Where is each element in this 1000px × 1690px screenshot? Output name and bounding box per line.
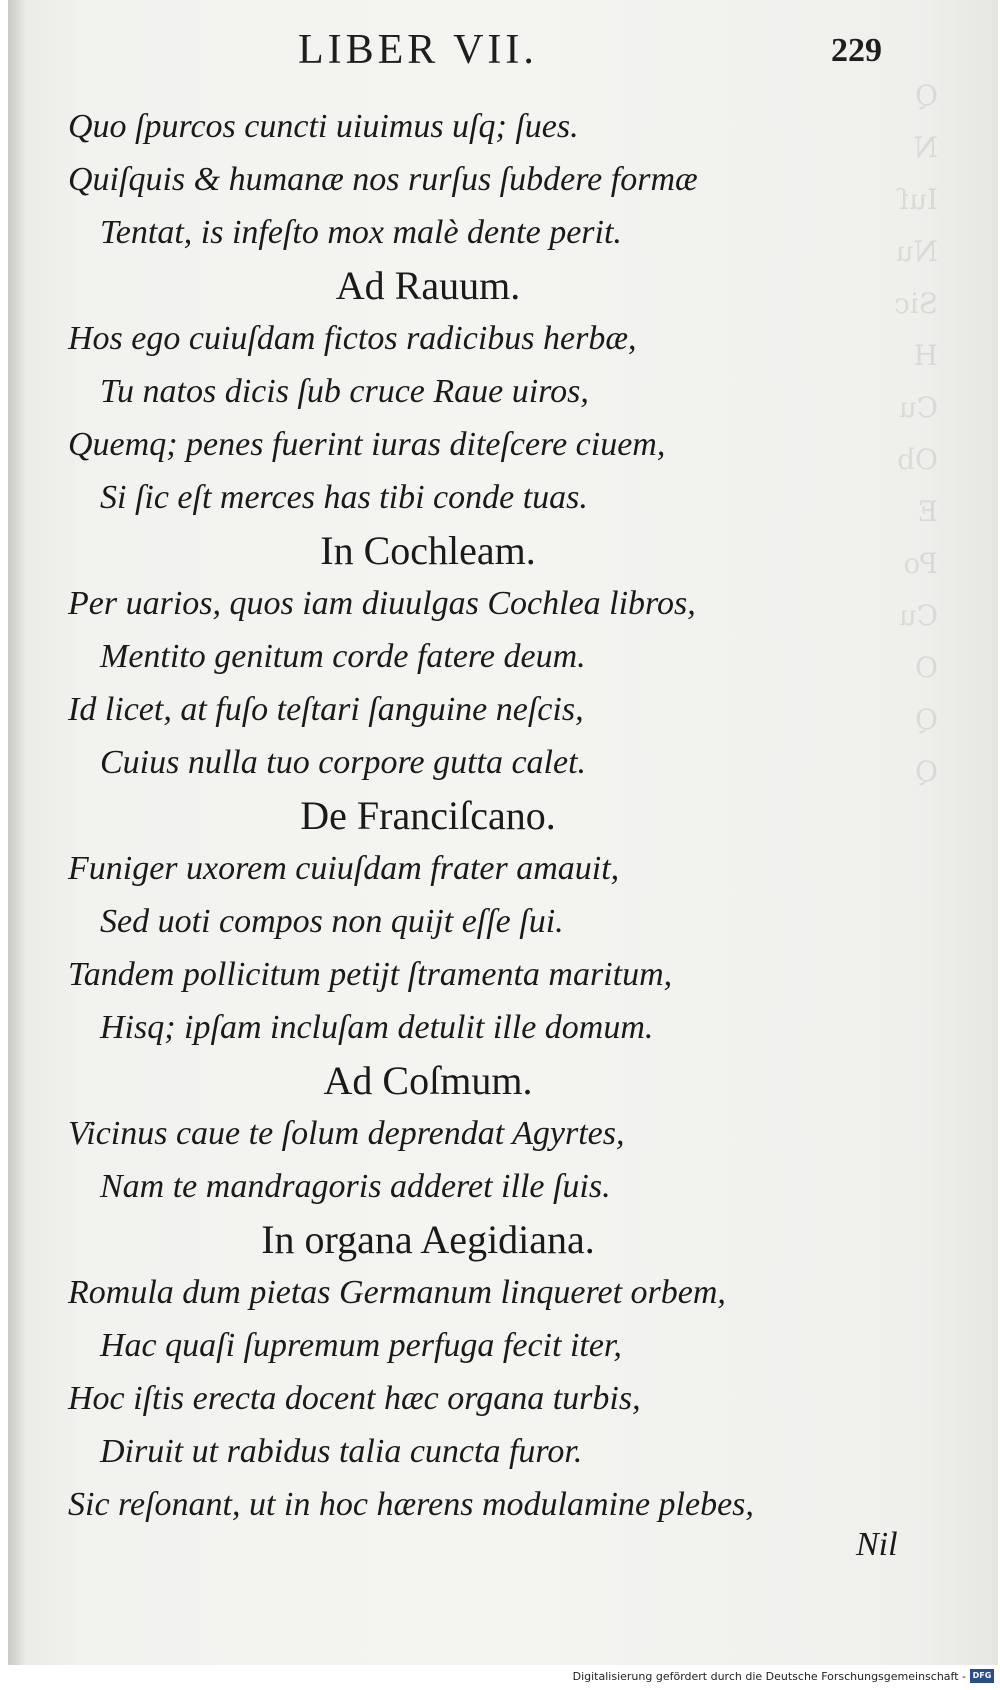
spine-shadow bbox=[8, 0, 26, 1665]
verse-line: Tentat, is infeſto mox malè dente perit. bbox=[100, 214, 622, 251]
epigram-title: De Franciſcano. bbox=[300, 793, 556, 838]
digitization-credit: Digitalisierung gefördert durch die Deutsche Forschungsgemeinschaft - bbox=[572, 1670, 966, 1683]
verse-line: Tandem pollicitum petijt ſtramenta maritum, bbox=[68, 956, 673, 993]
verse-line: Sed uoti compos non quijt eſſe ſui. bbox=[100, 903, 564, 940]
catchword: Nil bbox=[856, 1526, 898, 1563]
running-title: LIBER VII. bbox=[298, 27, 538, 73]
verse-line: Quemq; penes fuerint iuras diteſcere ciuem, bbox=[68, 426, 666, 463]
epigram-title: In Cochleam. bbox=[320, 528, 536, 573]
footer-bar bbox=[0, 1665, 1000, 1690]
verse-line: Cuius nulla tuo corpore gutta calet. bbox=[100, 744, 587, 781]
verse-line: Tu natos dicis ſub cruce Raue uiros, bbox=[100, 373, 589, 410]
verse-line: Quo ſpurcos cuncti uiuimus uſq; ſues. bbox=[68, 108, 579, 145]
verse-line: Mentito genitum corde fatere deum. bbox=[100, 638, 586, 675]
verse-line: Hac quaſi ſupremum perfuga fecit iter, bbox=[100, 1327, 622, 1364]
verse-line: Romula dum pietas Germanum linqueret orbem, bbox=[68, 1274, 726, 1311]
epigram-title: In organa Aegidiana. bbox=[261, 1217, 595, 1262]
verse-line: Si ſic eſt merces has tibi conde tuas. bbox=[100, 479, 588, 516]
dfg-logo: DFG bbox=[970, 1669, 994, 1683]
verse-line: Vicinus caue te ſolum deprendat Agyrtes, bbox=[68, 1115, 625, 1152]
verse-line: Id licet, at fuſo teſtari ſanguine neſcis, bbox=[68, 691, 584, 728]
verse-line: Diruit ut rabidus talia cuncta furor. bbox=[100, 1433, 583, 1470]
show-through-bleed: Q N Iuſ Nu Sic H Cu Ob E Po Cu O Q Q bbox=[894, 79, 938, 788]
page-number: 229 bbox=[831, 32, 882, 69]
verse-line: Sic reſonant, ut in hoc hærens modulamine plebes, bbox=[68, 1486, 754, 1523]
epigram-title: Ad Rauum. bbox=[335, 263, 521, 308]
verse-line: Quiſquis & humanæ nos rurſus ſubdere formæ bbox=[68, 161, 698, 198]
verse-line: Hisq; ipſam incluſam detulit ille domum. bbox=[100, 1009, 654, 1046]
verse-line: Nam te mandragoris adderet ille ſuis. bbox=[100, 1168, 611, 1205]
verse-line: Per uarios, quos iam diuulgas Cochlea libros, bbox=[68, 585, 696, 622]
text-block bbox=[48, 100, 928, 1531]
verse-line: Hoc iſtis erecta docent hæc organa turbis, bbox=[68, 1380, 641, 1417]
book-page bbox=[8, 0, 998, 1665]
verse-line: Funiger uxorem cuiuſdam frater amauit, bbox=[68, 850, 620, 887]
verse-line: Hos ego cuiuſdam fictos radicibus herbæ, bbox=[68, 320, 637, 357]
epigram-title: Ad Coſmum. bbox=[323, 1058, 533, 1103]
page-header bbox=[8, 26, 998, 76]
